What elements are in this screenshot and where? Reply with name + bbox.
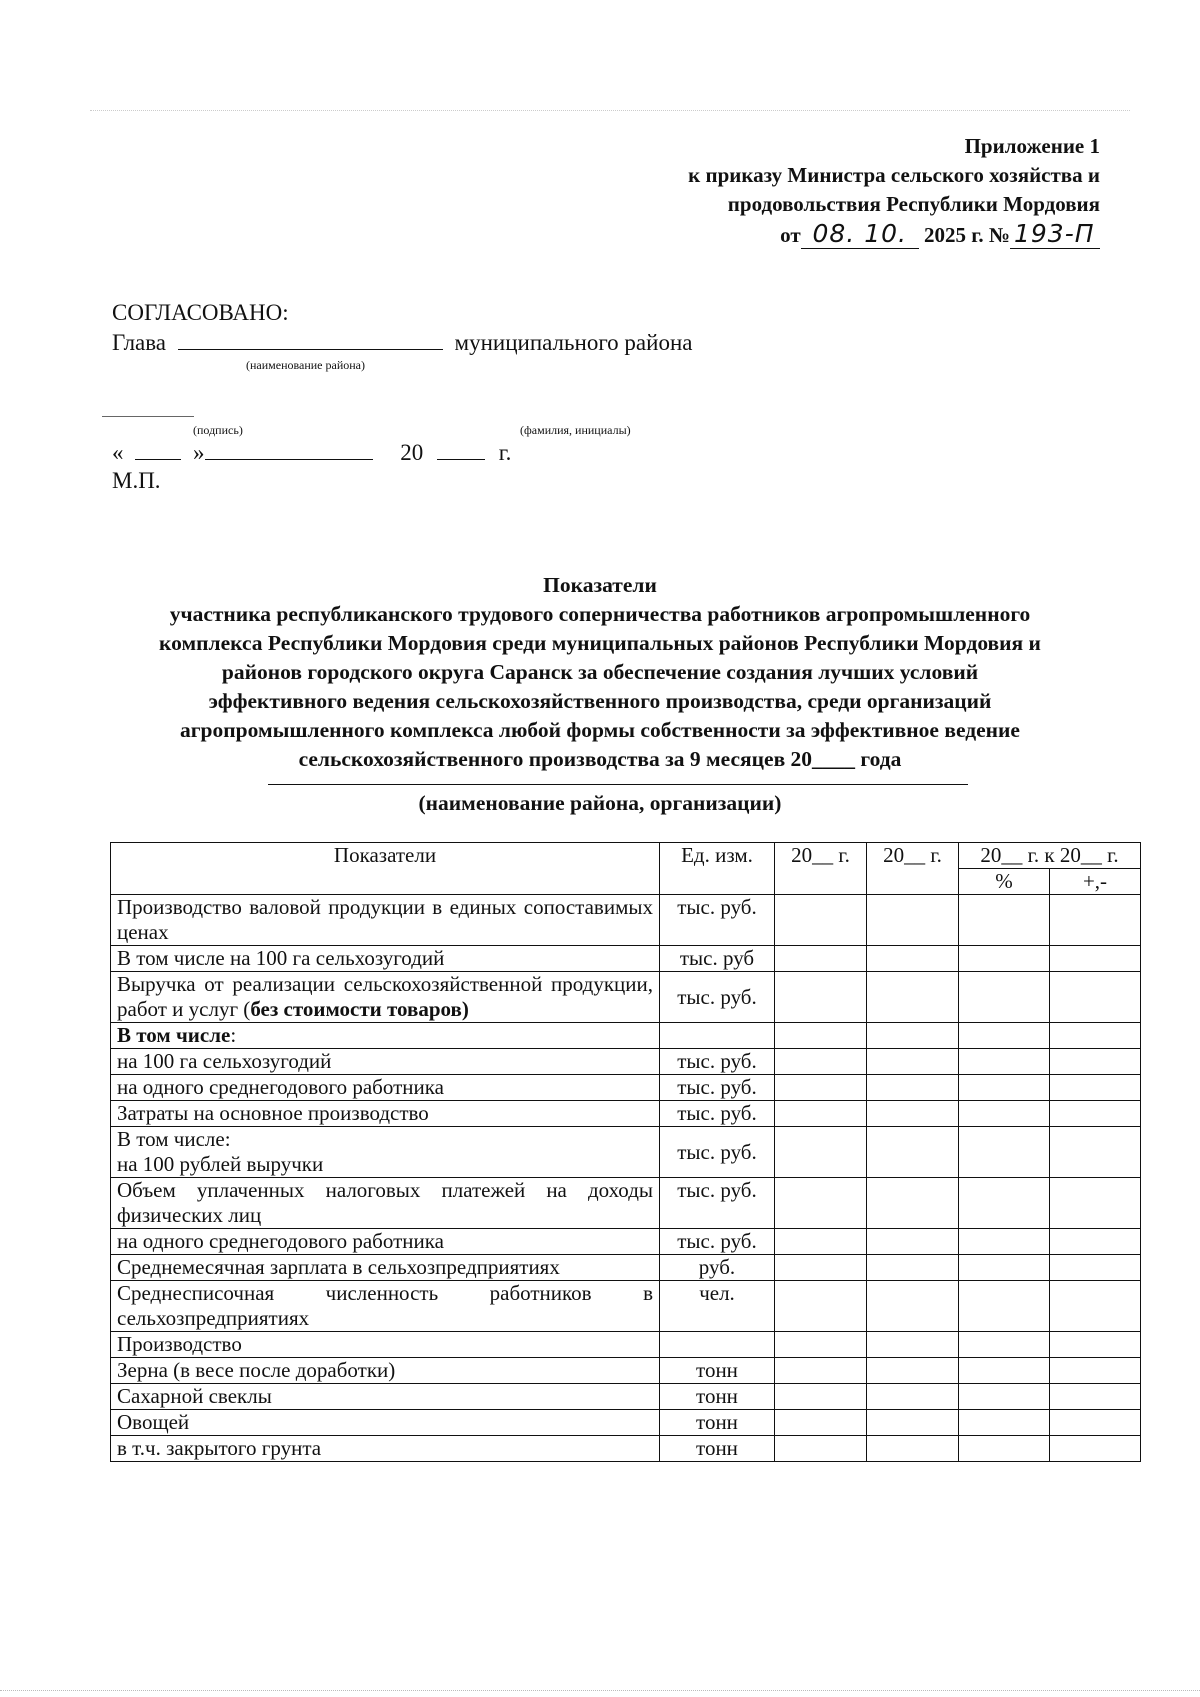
value-cell[interactable] xyxy=(959,1127,1050,1178)
value-cell[interactable] xyxy=(959,1384,1050,1410)
indicator-name: на 100 га сельхозугодий xyxy=(111,1049,660,1075)
district-name-field[interactable] xyxy=(178,329,443,350)
value-cell[interactable] xyxy=(775,1049,867,1075)
value-cell[interactable] xyxy=(959,1075,1050,1101)
table-row xyxy=(111,1384,1141,1410)
value-cell[interactable] xyxy=(1050,895,1141,946)
value-cell[interactable] xyxy=(775,1255,867,1281)
value-cell[interactable] xyxy=(1050,1178,1141,1229)
indicator-name: В том числе: xyxy=(111,1023,660,1049)
indicator-unit: тыс. руб. xyxy=(660,972,775,1023)
value-cell[interactable] xyxy=(1050,1358,1141,1384)
table-row xyxy=(111,1127,1141,1178)
value-cell[interactable] xyxy=(1050,1023,1141,1049)
indicator-name: Среднесписочная численность работников в сельхозпредприятиях xyxy=(111,1281,660,1332)
value-cell[interactable] xyxy=(1050,1281,1141,1332)
header-year-1: 20__ г. xyxy=(775,843,867,895)
value-cell[interactable] xyxy=(959,895,1050,946)
indicator-name: Выручка от реализации сельскохозяйственной продукции, работ и услуг (без стоимости товаров) xyxy=(111,972,660,1023)
value-cell[interactable] xyxy=(775,1410,867,1436)
appendix-ministry-line: продовольствия Республики Мордовия xyxy=(727,192,1100,216)
indicator-name: Сахарной свеклы xyxy=(111,1384,660,1410)
value-cell[interactable] xyxy=(775,1436,867,1462)
value-cell[interactable] xyxy=(775,1281,867,1332)
indicator-name: Затраты на основное производство xyxy=(111,1101,660,1127)
table-header-row xyxy=(111,843,1141,869)
value-cell[interactable] xyxy=(959,1049,1050,1075)
value-cell[interactable] xyxy=(867,1410,959,1436)
value-cell[interactable] xyxy=(867,1178,959,1229)
agreement-year-field[interactable] xyxy=(437,439,485,460)
value-cell[interactable] xyxy=(867,1049,959,1075)
signature-caption: (подпись) xyxy=(193,423,243,437)
header-year-2: 20__ г. xyxy=(867,843,959,895)
header-percent: % xyxy=(959,869,1050,895)
appendix-date-line: от 08. 10. 2025 г. № 193-П xyxy=(688,219,1100,250)
table-row xyxy=(111,1229,1141,1255)
value-cell[interactable] xyxy=(867,946,959,972)
indicator-name: Зерна (в весе после доработки) xyxy=(111,1358,660,1384)
value-cell[interactable] xyxy=(867,1436,959,1462)
table-row xyxy=(111,1255,1141,1281)
value-cell[interactable] xyxy=(959,1410,1050,1436)
table-row xyxy=(111,1178,1141,1229)
table-row xyxy=(111,1281,1141,1332)
table-row xyxy=(111,1101,1141,1127)
value-cell[interactable] xyxy=(1050,946,1141,972)
indicator-unit: тыс. руб. xyxy=(660,1049,775,1075)
table-row xyxy=(111,895,1141,946)
district-caption: (наименование района) xyxy=(246,358,366,372)
agreement-head-line: Глава муниципального района xyxy=(112,330,693,355)
indicator-unit: тонн xyxy=(660,1436,775,1462)
organization-caption: (наименование района, организации) xyxy=(418,791,782,815)
value-cell[interactable] xyxy=(867,972,959,1023)
indicator-unit: тыс. руб. xyxy=(660,1075,775,1101)
indicator-unit: руб. xyxy=(660,1255,775,1281)
value-cell[interactable] xyxy=(867,1384,959,1410)
stamp-label: М.П. xyxy=(112,468,161,493)
value-cell[interactable] xyxy=(959,1436,1050,1462)
value-cell[interactable] xyxy=(867,1358,959,1384)
document-title: Показатели участника республиканского трудового соперничества работников агропромышленного комплекса Республики Мордовия среди муниципальных районов Республики Мордовия и районов городского округа Саранск за обеспечение создания лучших условий эффективного ведения сельскохозяйственного производства, среди организаций агропромышленного комплекса любой формы собственности за эффективное ведение сельскохозяйственного производства за 9 месяцев 20____ года xyxy=(100,571,1100,774)
agreement-month-field[interactable] xyxy=(205,439,373,460)
value-cell[interactable] xyxy=(775,1101,867,1127)
signature-line xyxy=(102,416,194,417)
value-cell[interactable] xyxy=(959,1229,1050,1255)
value-cell[interactable] xyxy=(959,1332,1050,1358)
value-cell[interactable] xyxy=(867,1255,959,1281)
name-caption: (фамилия, инициалы) xyxy=(520,423,631,437)
value-cell[interactable] xyxy=(959,1255,1050,1281)
value-cell[interactable] xyxy=(1050,1410,1141,1436)
indicator-unit: тыс. руб xyxy=(660,946,775,972)
value-cell[interactable] xyxy=(1050,972,1141,1023)
value-cell[interactable] xyxy=(1050,1255,1141,1281)
indicator-unit: тонн xyxy=(660,1384,775,1410)
value-cell[interactable] xyxy=(775,1023,867,1049)
table-row xyxy=(111,972,1141,1023)
value-cell[interactable] xyxy=(1050,1229,1141,1255)
indicator-name: Овощей xyxy=(111,1410,660,1436)
indicator-name: на одного среднегодового работника xyxy=(111,1075,660,1101)
scan-edge-top xyxy=(90,110,1130,111)
indicator-unit: тыс. руб. xyxy=(660,1229,775,1255)
organization-name-field[interactable] xyxy=(268,784,968,785)
value-cell[interactable] xyxy=(1050,1332,1141,1358)
indicator-unit: тонн xyxy=(660,1410,775,1436)
indicator-unit: чел. xyxy=(660,1281,775,1332)
agreement-block xyxy=(112,298,692,358)
appendix-title: Приложение 1 xyxy=(964,134,1100,158)
table-row xyxy=(111,1332,1141,1358)
header-indicators: Показатели xyxy=(111,843,660,895)
value-cell[interactable] xyxy=(1050,1101,1141,1127)
header-compare: 20__ г. к 20__ г. xyxy=(959,843,1141,869)
indicator-unit: тыс. руб. xyxy=(660,895,775,946)
order-date: 08. 10. xyxy=(801,219,919,249)
indicator-name: Объем уплаченных налоговых платежей на доходы физических лиц xyxy=(111,1178,660,1229)
order-number: 193-П xyxy=(1010,219,1100,249)
table-row xyxy=(111,1436,1141,1462)
table-row xyxy=(111,1410,1141,1436)
value-cell[interactable] xyxy=(775,895,867,946)
agreement-title: СОГЛАСОВАНО: xyxy=(112,300,289,325)
appendix-header xyxy=(688,132,1100,250)
value-cell[interactable] xyxy=(867,1281,959,1332)
table-row xyxy=(111,1023,1141,1049)
value-cell[interactable] xyxy=(1050,1075,1141,1101)
value-cell[interactable] xyxy=(1050,1384,1141,1410)
agreement-date-line: « » 20 г. xyxy=(112,440,512,465)
scan-edge-bottom xyxy=(0,1690,1200,1691)
value-cell[interactable] xyxy=(867,1127,959,1178)
indicator-unit: тыс. руб. xyxy=(660,1101,775,1127)
value-cell[interactable] xyxy=(1050,1127,1141,1178)
indicator-name: Среднемесячная зарплата в сельхозпредприятиях xyxy=(111,1255,660,1281)
indicator-unit xyxy=(660,1023,775,1049)
value-cell[interactable] xyxy=(867,1332,959,1358)
indicator-unit: тыс. руб. xyxy=(660,1178,775,1229)
indicator-name: Производство xyxy=(111,1332,660,1358)
value-cell[interactable] xyxy=(1050,1436,1141,1462)
value-cell[interactable] xyxy=(775,1384,867,1410)
value-cell[interactable] xyxy=(867,1023,959,1049)
table-row xyxy=(111,946,1141,972)
value-cell[interactable] xyxy=(775,946,867,972)
title-heading: Показатели xyxy=(543,573,657,597)
value-cell[interactable] xyxy=(775,1358,867,1384)
value-cell[interactable] xyxy=(959,1358,1050,1384)
indicator-name: в т.ч. закрытого грунта xyxy=(111,1436,660,1462)
indicator-unit xyxy=(660,1332,775,1358)
indicator-name: на одного среднегодового работника xyxy=(111,1229,660,1255)
value-cell[interactable] xyxy=(867,895,959,946)
value-cell[interactable] xyxy=(775,1229,867,1255)
value-cell[interactable] xyxy=(867,1101,959,1127)
indicator-unit: тонн xyxy=(660,1358,775,1384)
table-row xyxy=(111,1049,1141,1075)
header-diff: +,- xyxy=(1050,869,1141,895)
table-row xyxy=(111,1075,1141,1101)
value-cell[interactable] xyxy=(775,972,867,1023)
indicator-name: Производство валовой продукции в единых сопоставимых ценах xyxy=(111,895,660,946)
value-cell[interactable] xyxy=(867,1229,959,1255)
value-cell[interactable] xyxy=(959,1281,1050,1332)
value-cell[interactable] xyxy=(867,1075,959,1101)
appendix-order-line: к приказу Министра сельского хозяйства и xyxy=(688,163,1100,187)
agreement-day-field[interactable] xyxy=(135,439,181,460)
value-cell[interactable] xyxy=(959,1178,1050,1229)
value-cell[interactable] xyxy=(775,1127,867,1178)
value-cell[interactable] xyxy=(1050,1049,1141,1075)
indicator-name: В том числе: на 100 рублей выручки xyxy=(111,1127,660,1178)
value-cell[interactable] xyxy=(959,946,1050,972)
indicator-name: В том числе на 100 га сельхозугодий xyxy=(111,946,660,972)
value-cell[interactable] xyxy=(775,1075,867,1101)
value-cell[interactable] xyxy=(959,972,1050,1023)
indicators-table xyxy=(110,842,1141,1462)
value-cell[interactable] xyxy=(959,1101,1050,1127)
table-row xyxy=(111,1358,1141,1384)
value-cell[interactable] xyxy=(775,1178,867,1229)
value-cell[interactable] xyxy=(959,1023,1050,1049)
header-unit: Ед. изм. xyxy=(660,843,775,895)
indicator-unit: тыс. руб. xyxy=(660,1127,775,1178)
value-cell[interactable] xyxy=(775,1332,867,1358)
